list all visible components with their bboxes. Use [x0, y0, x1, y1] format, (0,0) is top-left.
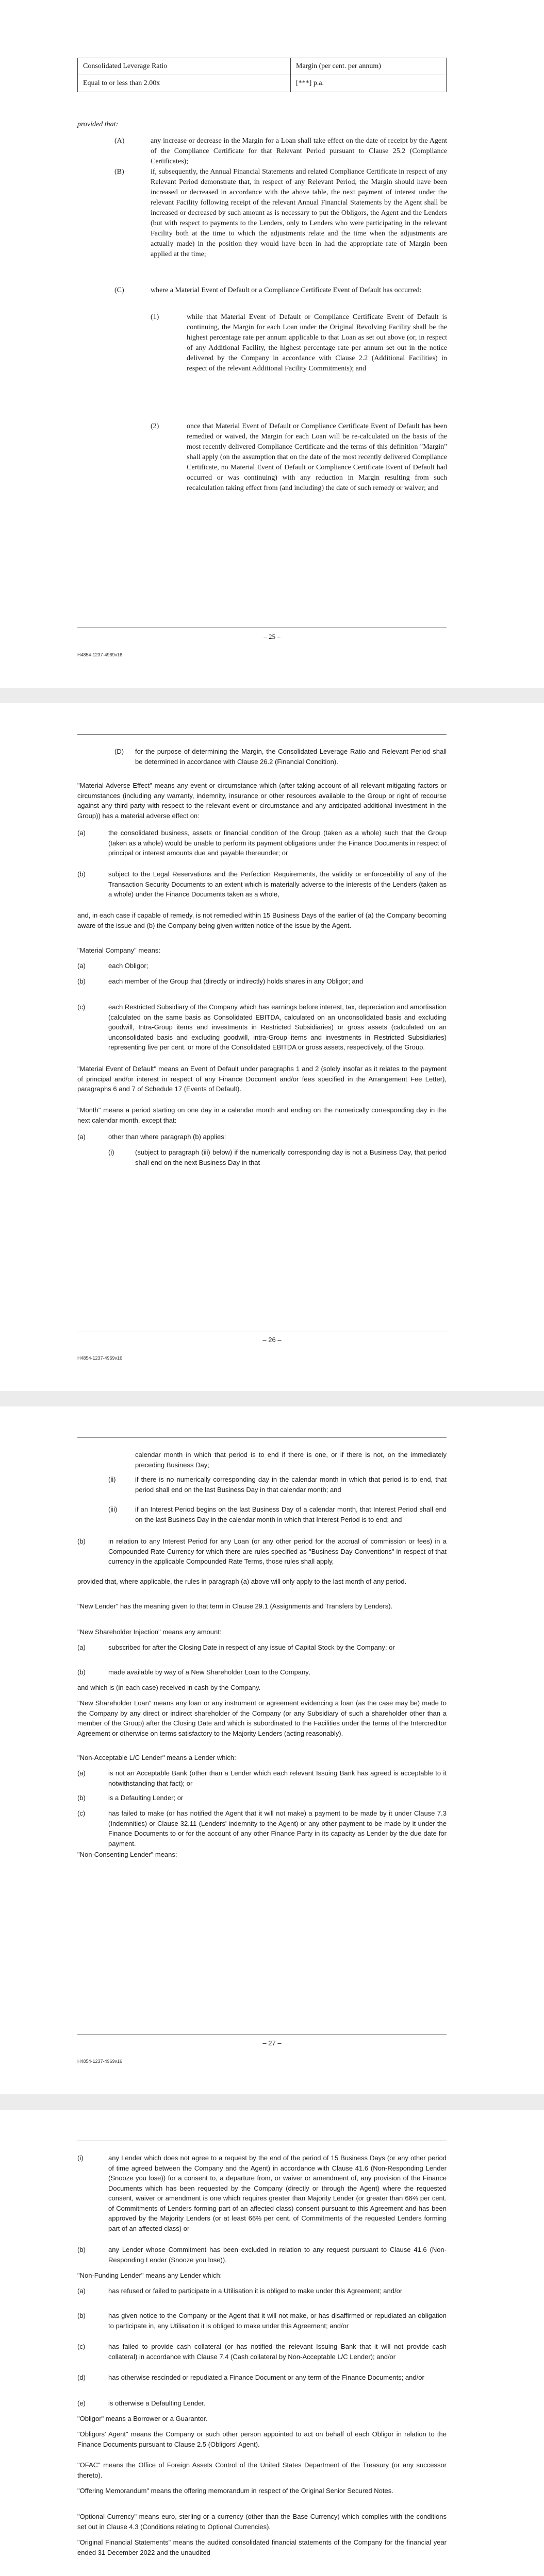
para-label: (b): [77, 977, 86, 985]
para-nsi-a: subscribed for after the Closing Date in respect of any issue of Capital Stock by the Company; or: [108, 1643, 395, 1651]
table-row: [78, 75, 447, 92]
definition-optional-currency: "Optional Currency" means euro, sterling or a currency (other than the Base Currency) which complies with the conditions set out in Clause 4.3 (Conditions relating to Optional Currencies).: [77, 2513, 447, 2531]
definition-material-adverse-effect: "Material Adverse Effect" means any event or circumstance which (after taking account of all relevant mitigating factors or circumstances (including any warranty, indemnity, insurance or other resources available to the Group or right of recourse against any third party with respect to the relevant event or circumstance and any anticipated additional investment in the Group)) has a material adverse effect on:: [77, 782, 447, 820]
para-nfl-a: has refused or failed to participate in a Utilisation it is obliged to make under this Agreement; and/or: [108, 2287, 403, 2295]
para-label: (ii): [108, 1476, 116, 1483]
definition-new-shareholder-injection: "New Shareholder Injection" means any amount:: [77, 1628, 222, 1636]
nsi-end: and which is (in each case) received in cash by the Company.: [77, 1684, 261, 1691]
definition-offering-memorandum: "Offering Memorandum" means the offering memorandum in respect of the Original Senior Secured Notes.: [77, 2487, 393, 2495]
margin-table: [77, 58, 447, 92]
table-cell: Equal to or less than 2.00x: [78, 75, 291, 92]
para-label: (1): [151, 313, 159, 321]
definition-new-shareholder-loan: "New Shareholder Loan" means any loan or any instrument or agreement evidencing a loan (as the case may be) made to the Company by any direct or indirect shareholder of the Company (or any Subsidiary of such a shareholder other than a member of the Group) after the Closing Date and which is subordinated to the Facilities under the terms of the Intercreditor Agreement or otherwise on terms satisfactory to the Majority Lenders (acting reasonably).: [77, 1699, 447, 1737]
table-cell: Margin (per cent. per annum): [291, 58, 447, 75]
para-mc-a: each Obligor;: [108, 962, 149, 970]
para-month-i: (subject to paragraph (iii) below) if the numerically corresponding day is not a Business Day, that period shall end on the next Business Day in that: [135, 1148, 447, 1166]
para-A: any increase or decrease in the Margin for a Loan shall take effect on the date of receipt by the Agent of the Compliance Certificate for that Relevant Period pursuant to Clause 25.2 (Compliance Certificates);: [151, 137, 447, 165]
para-ncl-a: any Lender which does not agree to a request by the end of the period of 15 Business Days (or any other period of time agreed between the Company and the Agent) in accordance with Clause 41.6 (Non-Responding Lender (Snooze you lose)) for a consent to, a departure from, or waiver or amendment of, any provision of the Finance Documents which has been requested by the Company (directly or through the Agent) where the requested consent, waiver or amendment is one which requires greater than Majority Lender (or greater than 66⅔ per cent. of Commitments of Lenders forming part of an affected class) consent pursuant to this Agreement and has been approved by the Majority Lenders (or at least 66⅔ per cent. of Commitments of the requested Lenders forming part of an affected class) or: [108, 2154, 447, 2232]
para-month-a: other than where paragraph (b) applies:: [108, 1133, 226, 1141]
definition-non-consenting-lender: "Non-Consenting Lender" means:: [77, 1851, 177, 1858]
para-nal-b: is a Defaulting Lender; or: [108, 1794, 184, 1802]
page-number: – 25 –: [263, 633, 281, 640]
para-label: (2): [151, 422, 159, 430]
para-nfl-c: has failed to provide cash collateral (or has notified the relevant Issuing Bank that it will not provide cash collateral) in accordance with Clause 7.4 (Cash collateral by Non-Acceptable L/C Lender); and/or: [108, 2343, 447, 2361]
para-label: (i): [77, 2154, 84, 2162]
para-label: (c): [77, 2343, 86, 2350]
para-D: for the purpose of determining the Margin, the Consolidated Leverage Ratio and Relevant Period shall be determined in accordance with Clause 26.2 (Financial Condition).: [135, 748, 447, 766]
definition-material-company: "Material Company" means:: [77, 946, 160, 954]
definition-non-funding-lender: "Non-Funding Lender" means any Lender which:: [77, 2272, 222, 2279]
para-label: (d): [77, 2374, 86, 2381]
table-cell: Consolidated Leverage Ratio: [78, 58, 291, 75]
para-B: if, subsequently, the Annual Financial Statements and related Compliance Certificate in respect of any Relevant Period demonstrate that, in respect of any Relevant Period, the Margin should have been increased or decreased in accordance with the above table, the next payment of interest under the relevant Facility following receipt of the relevant Annual Financial Statements by the Agent shall be increased or decreased by such amount as is necessary to put the Obligors, the Agent and the Lenders (but with respect to payments to the Lenders, only to Lenders who were participating in the relevant Facility both at the time to which the adjustments relate and the time when the adjustments are actually made) in the position they would have been in had the appropriate rate of Margin been applied at the time;: [151, 168, 447, 258]
para-nsi-b: made available by way of a New Shareholder Loan to the Company,: [108, 1668, 310, 1676]
para-label: (c): [77, 1003, 86, 1011]
definition-obligor: "Obligor" means a Borrower or a Guarantor.: [77, 2415, 208, 2422]
para-label: (b): [77, 2246, 86, 2253]
provided-that: provided that:: [77, 121, 119, 128]
para-label: (i): [108, 1148, 114, 1156]
para-label: (A): [114, 137, 125, 145]
para-label: (B): [114, 168, 124, 176]
definition-material-event-of-default: "Material Event of Default" means an Event of Default under paragraphs 1 and 2 (solely insofar as it relates to the payment of principal and/or interest in respect of any Finance Document and/or fees specified in the Arrangement Fee Letter), paragraphs 6 and 7 of Schedule 17 (Events of Default).: [77, 1065, 447, 1093]
para-label: (C): [114, 286, 124, 294]
definition-month: "Month" means a period starting on one day in a calendar month and ending on the numerically corresponding day in the next calendar month, except that:: [77, 1106, 447, 1124]
para-label: (c): [77, 1809, 86, 1817]
para-label: (a): [77, 829, 86, 837]
para-C: where a Material Event of Default or a Compliance Certificate Event of Default has occurred:: [151, 286, 422, 294]
para-label: (a): [77, 2287, 86, 2295]
para-label: (a): [77, 1133, 86, 1141]
page-number: – 27 –: [262, 2039, 282, 2047]
definition-new-lender: "New Lender" has the meaning given to that term in Clause 29.1 (Assignments and Transfers by Lenders).: [77, 1602, 393, 1610]
para-ncl-b: any Lender whose Commitment has been excluded in relation to any request pursuant to Clause 41.6 (Non-Responding Lender (Snooze you lose)).: [108, 2246, 447, 2264]
para-label: (b): [77, 1794, 86, 1802]
para-nfl-b: has given notice to the Company or the Agent that it will not make, or has disaffirmed or repudiated an obligation to participate in, any Utilisation it is obliged to make under this Agreement; and/or: [108, 2312, 447, 2330]
para-a: the consolidated business, assets or financial condition of the Group (taken as a whole) such that the Group (taken as a whole) would be unable to perform its payment obligations under the Finance Documents in respect of principal or interest amounts due and payable thereunder; or: [108, 829, 447, 857]
para-nal-c: has failed to make (or has notified the Agent that it will not make) a payment to be made by it under Clause 7.3 (Indemnities) or Clause 32.11 (Lenders' indemnity to the Agent) or any other payment to be made by it under the Finance Documents to or for the account of any other Finance Party in its capacity as Lender by the due date for payment.: [108, 1809, 447, 1848]
para-label: (b): [77, 1668, 86, 1676]
month-proviso: provided that, where applicable, the rules in paragraph (a) above will only apply to the last month of any period.: [77, 1578, 407, 1585]
table-cell: [***] p.a.: [291, 75, 447, 92]
para-C1: while that Material Event of Default or Compliance Certificate Event of Default is continuing, the Margin for each Loan under the Original Revolving Facility shall be the highest percentage rate per annum applicable to that Loan as set out above (or, in respect of any Additional Facility, the highest percentage rate per annum set out in the notice delivered by the Company in accordance with Clause 2.2 (Additional Facilities) in respect of the relevant Additional Facility Commitments); and: [187, 313, 447, 372]
page-27: [0, 1406, 544, 2094]
para-month-ii: if there is no numerically corresponding day in the calendar month in which that period is to end, that period shall end on the last Business Day in that calendar month; and: [135, 1476, 447, 1494]
para-label: (a): [77, 962, 86, 970]
month-i-continued: calendar month in which that period is to end if there is one, or if there is not, on the immediately preceding Business Day;: [135, 1451, 447, 1469]
para-label: (e): [77, 2399, 86, 2407]
para-nfl-e: is otherwise a Defaulting Lender.: [108, 2399, 206, 2407]
para-label: (D): [114, 748, 124, 755]
mae-end: and, in each case if capable of remedy, is not remedied within 15 Business Days of the earlier of (a) the Company becoming aware of the issue and (b) the Company being given written notice of the issue by the Agent.: [77, 911, 447, 929]
para-label: (b): [77, 1537, 86, 1545]
para-month-b: in relation to any Interest Period for any Loan (or any other period for the accrual of commission or fees) in a Compounded Rate Currency for which there are rules specified as "Business Day Conventions" in respect of that currency in the applicable Compounded Rate Terms, those rules shall apply,: [108, 1537, 447, 1565]
document-reference: H4854-1237-4969v16: [77, 2059, 123, 2064]
table-row: [78, 58, 447, 75]
para-label: (a): [77, 1643, 86, 1651]
header-rule: [77, 734, 447, 735]
document-reference: H4854-1237-4969v16: [77, 1355, 123, 1361]
para-mc-b: each member of the Group that (directly or indirectly) holds shares in any Obligor; and: [108, 977, 364, 985]
para-label: (a): [77, 1769, 86, 1777]
page-number: – 26 –: [262, 1336, 282, 1344]
para-mc-c: each Restricted Subsidiary of the Company which has earnings before interest, tax, depreciation and amortisation (calculated on the same basis as Consolidated EBITDA, calculated on an unconsolidated basis and excluding goodwill, Intra-Group items and investments in Restricted Subsidiaries) or gross assets (calculated on an unconsolidated basis and excluding goodwill, intra-Group items and investments in Restricted Subsidiaries) representing five per cent. or more of the Consolidated EBITDA or gross assets, respectively, of the Group.: [108, 1003, 447, 1051]
para-label: (b): [77, 2312, 86, 2319]
para-label: (b): [77, 870, 86, 878]
page-26: [0, 703, 544, 1391]
definition-original-financial-statements: "Original Financial Statements" means the audited consolidated financial statements of the Company for the financial year ended 31 December 2022 and the unaudited: [77, 2538, 447, 2556]
page-28: [0, 2110, 544, 2576]
footer-rule: [77, 2034, 447, 2035]
para-C2: once that Material Event of Default or Compliance Certificate Event of Default has been remedied or waived, the Margin for each Loan will be re-calculated on the basis of the most recently delivered Compliance Certificate and the terms of this definition "Margin" shall apply (on the assumption that on the date of the most recently delivered Compliance Certificate, no Material Event of Default or Compliance Certificate Event of Default had occurred or was continuing) with any reduction in Margin resulting from such recalculation taking effect from (and including) the date of such remedy or waiver; and: [187, 422, 447, 492]
para-nfl-d: has otherwise rescinded or repudiated a Finance Document or any term of the Finance Documents; and/or: [108, 2374, 424, 2381]
para-label: (iii): [108, 1505, 118, 1513]
page-25: [0, 0, 544, 688]
para-month-iii: if an Interest Period begins on the last Business Day of a calendar month, that Interest Period shall end on the last Business Day in the calendar month in which that Interest Period is to end; and: [135, 1505, 447, 1523]
definition-obligors-agent: "Obligors' Agent" means the Company or such other person appointed to act on behalf of each Obligor in relation to the Finance Documents pursuant to Clause 2.5 (Obligors' Agent).: [77, 2430, 447, 2448]
para-nal-a: is not an Acceptable Bank (other than a Lender which each relevant Issuing Bank has agreed is acceptable to it notwithstanding that fact); or: [108, 1769, 447, 1787]
definition-non-acceptable-lc-lender: "Non-Acceptable L/C Lender" means a Lender which:: [77, 1754, 236, 1761]
header-rule: [77, 1437, 447, 1438]
definition-ofac: "OFAC" means the Office of Foreign Assets Control of the United States Department of the Treasury (or any successor thereto).: [77, 2461, 447, 2479]
para-b: subject to the Legal Reservations and the Perfection Requirements, the validity or enforceability of any of the Transaction Security Documents to an extent which is materially adverse to the interests of the Lenders (taken as a whole) under the Finance Documents taken as a whole,: [108, 870, 447, 898]
document-reference: H4854-1237-4969v16: [77, 652, 123, 657]
